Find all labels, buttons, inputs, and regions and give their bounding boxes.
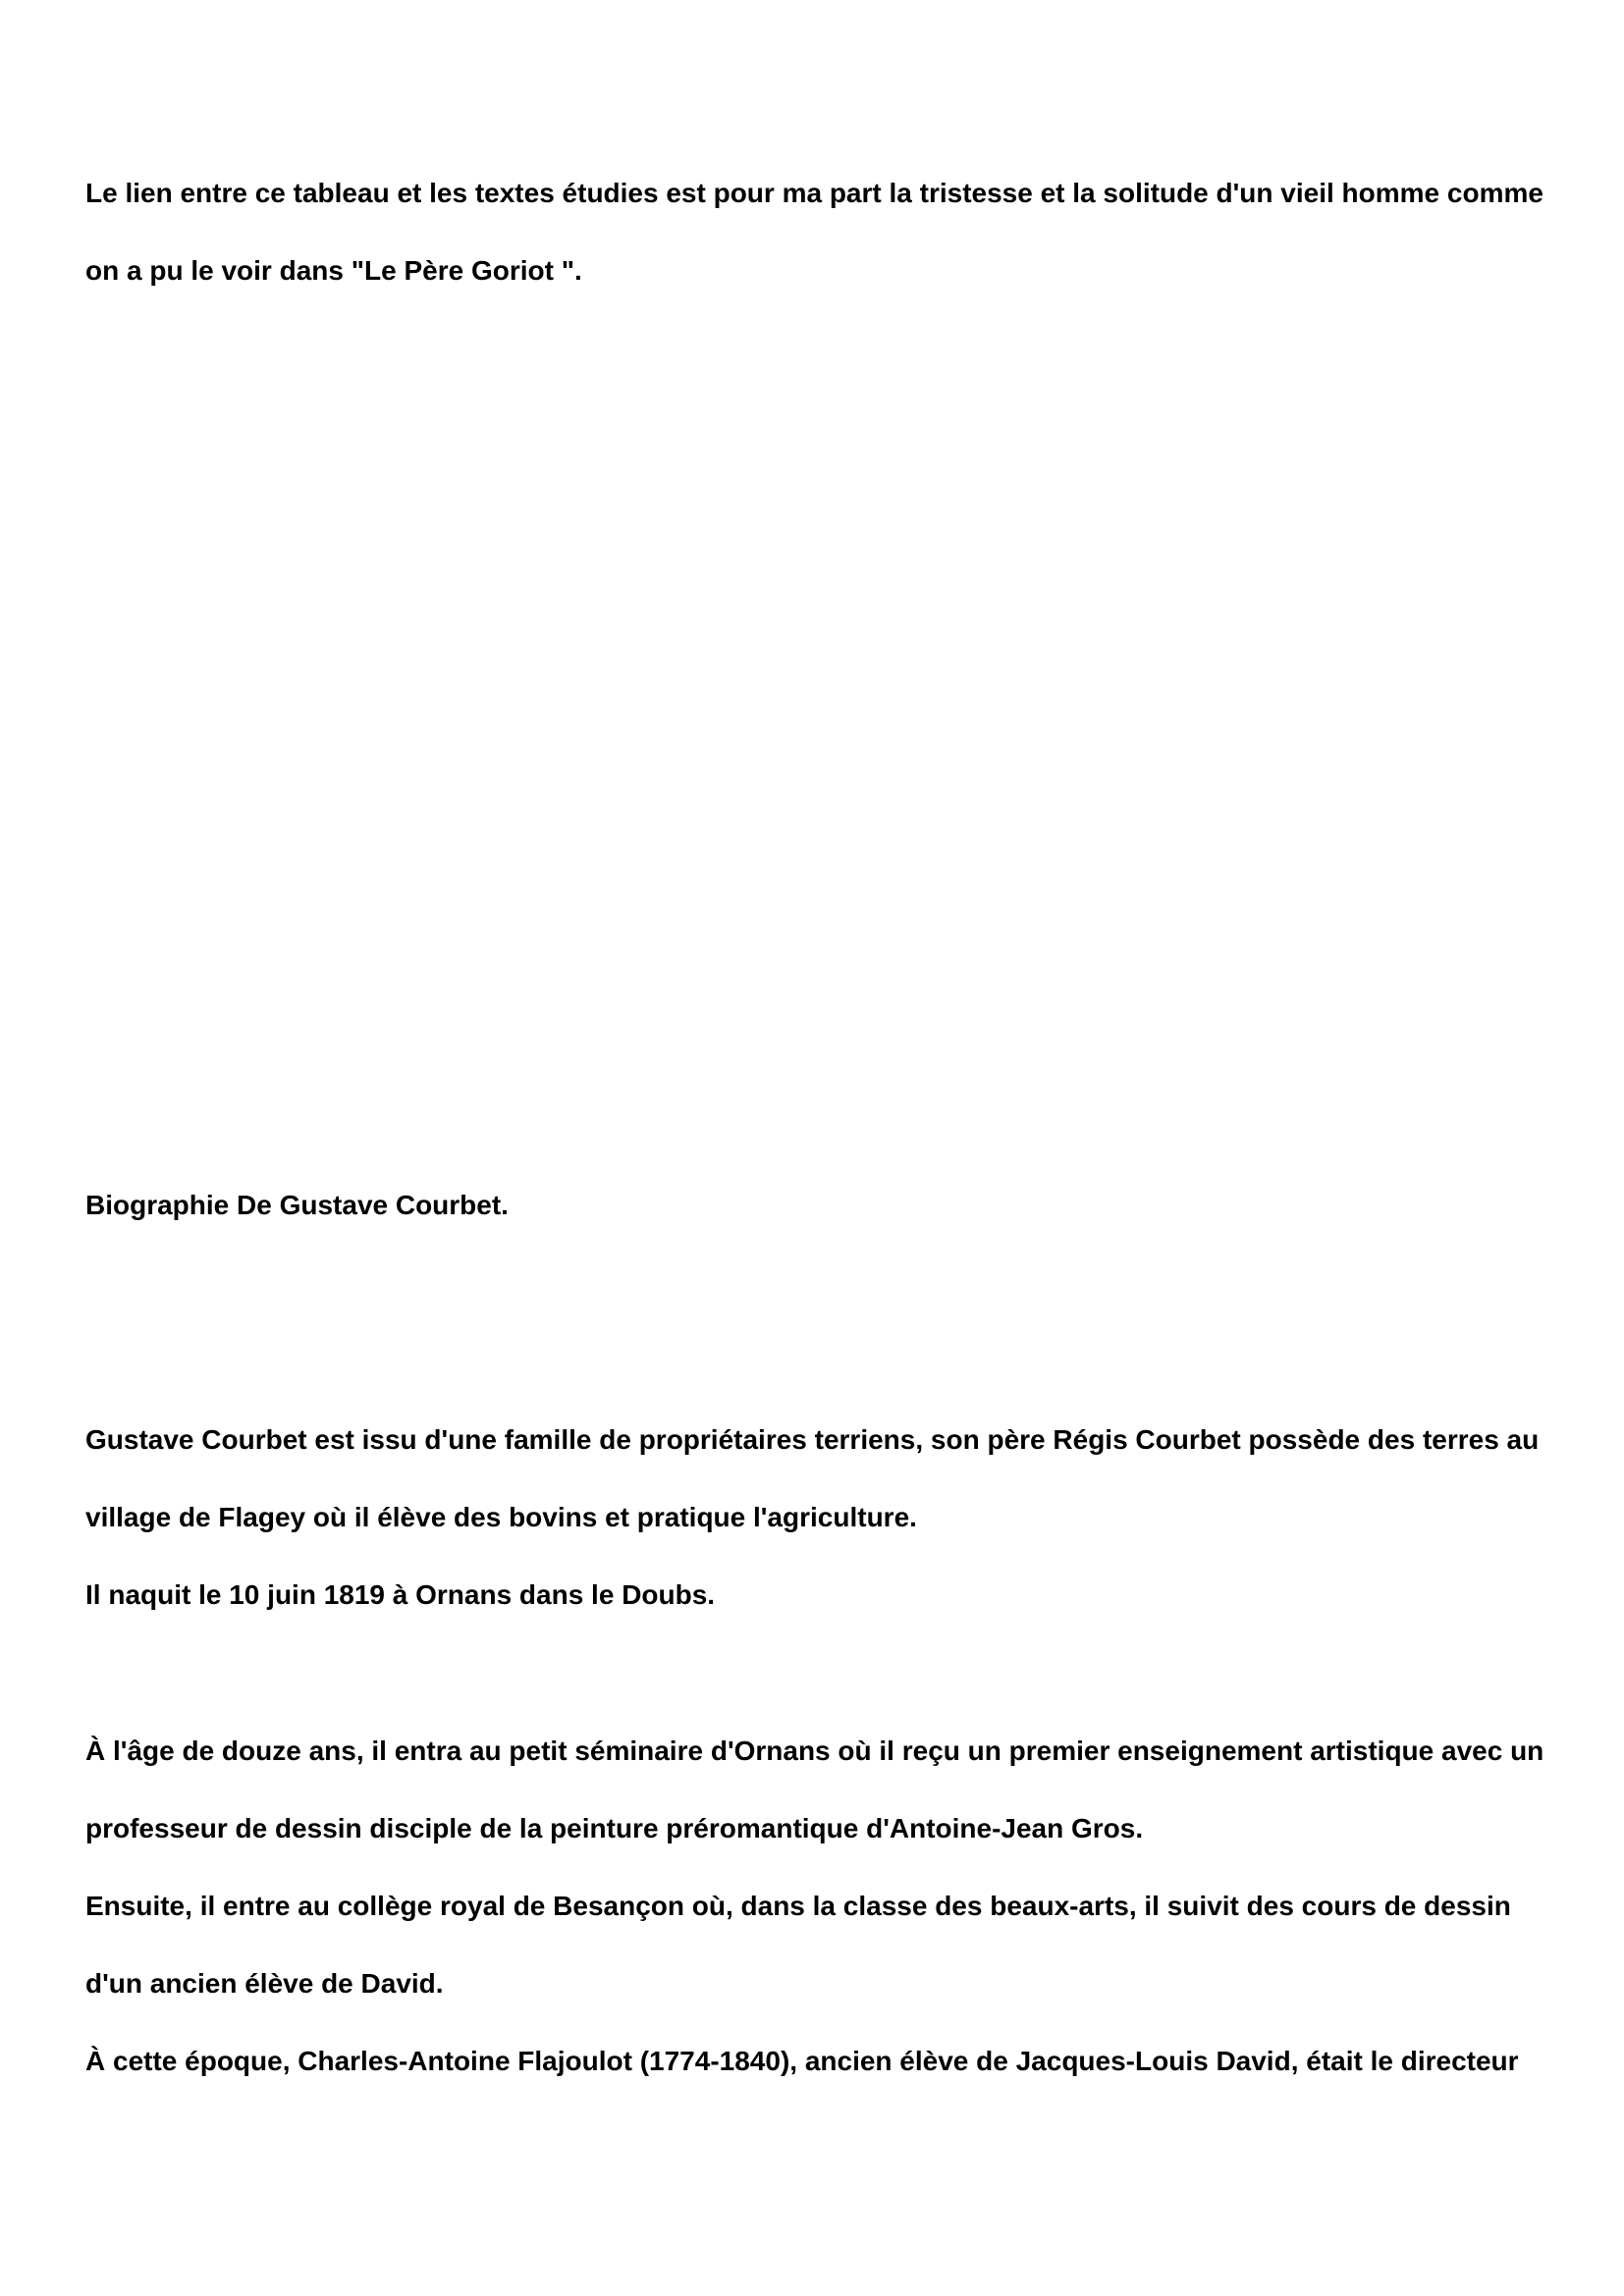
paragraph2-line-5: À cette époque, Charles-Antoine Flajoulot (1774-1840), ancien élève de Jacques-Louis David, était le directeur bbox=[85, 2046, 1519, 2076]
intro-line-2: on a pu le voir dans "Le Père Goriot ". bbox=[85, 255, 582, 286]
paragraph2-line-2: professeur de dessin disciple de la peinture préromantique d'Antoine-Jean Gros. bbox=[85, 1813, 1144, 1843]
intro-line-1: Le lien entre ce tableau et les textes étudies est pour ma part la tristesse et la solitude d'un vieil homme comme bbox=[85, 178, 1543, 208]
paragraph1-line-3: Il naquit le 10 juin 1819 à Ornans dans le Doubs. bbox=[85, 1579, 716, 1610]
paragraph1-line-1: Gustave Courbet est issu d'une famille de propriétaires terriens, son père Régis Courbet possède des terres au bbox=[85, 1424, 1540, 1455]
paragraph2-line-4: d'un ancien élève de David. bbox=[85, 1968, 444, 1999]
biography-heading: Biographie De Gustave Courbet. bbox=[85, 1190, 509, 1220]
paragraph2-line-1: À l'âge de douze ans, il entra au petit séminaire d'Ornans où il reçu un premier enseignement artistique avec un bbox=[85, 1735, 1544, 1766]
paragraph1-line-2: village de Flagey où il élève des bovins et pratique l'agriculture. bbox=[85, 1502, 917, 1532]
paragraph2-line-3: Ensuite, il entre au collège royal de Besançon où, dans la classe des beaux-arts, il suivit des cours de dessin bbox=[85, 1891, 1511, 1921]
